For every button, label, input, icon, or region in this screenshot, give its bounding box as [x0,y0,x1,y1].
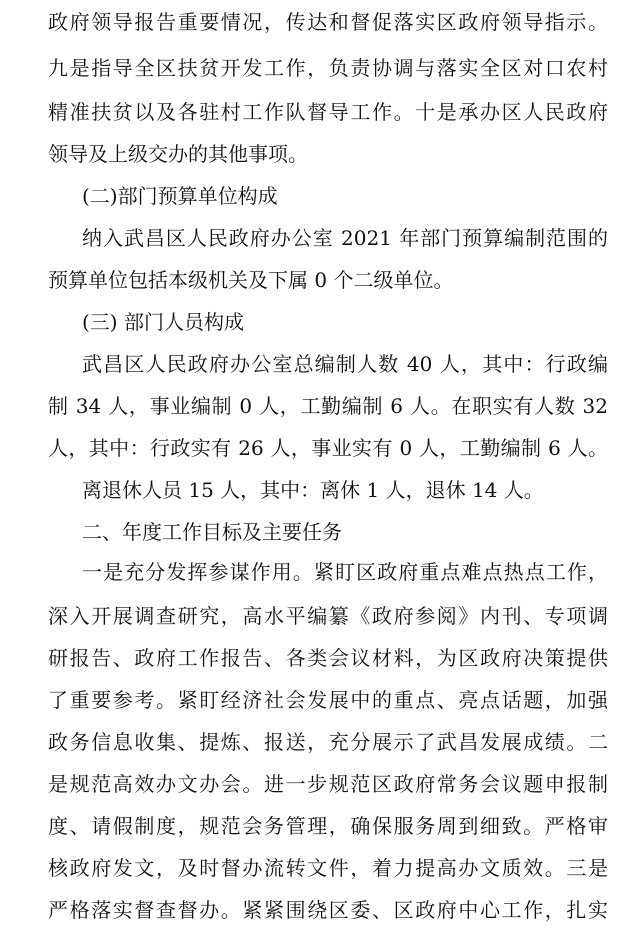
text-line: 离退休人员 15 人，其中：离休 1 人，退休 14 人。 [82,478,544,502]
text-line: 纳入武昌区人民政府办公室 2021 年部门预算编制范围的 [82,226,608,250]
section-heading: 二、年度工作目标及主要任务 [82,520,342,544]
section-heading: (二)部门预算单位构成 [82,184,278,208]
text-line: 政府领导报告重要情况，传达和督促落实区政府领导指示。 [48,10,608,34]
text-line: 精准扶贫以及各驻村工作队督导工作。十是承办区人民政府 [48,100,608,124]
text-line: 度、请假制度，规范会务管理，确保服务周到细致。严格审 [48,814,608,838]
text-line: 核政府发文，及时督办流转文件，着力提高办文质效。三是 [48,856,608,880]
text-line: 政务信息收集、提炼、报送，充分展示了武昌发展成绩。二 [48,730,608,754]
text-line: 严格落实督查督办。紧紧围绕区委、区政府中心工作，扎实 [48,898,608,922]
text-line: 深入开展调查研究，高水平编纂《政府参阅》内刊、专项调 [48,604,608,628]
text-line: 制 34 人，事业编制 0 人，工勤编制 6 人。在职实有人数 32 [48,394,608,418]
text-line: 是规范高效办文办会。进一步规范区政府常务会议题申报制 [48,772,608,796]
text-line: 了重要参考。紧盯经济社会发展中的重点、亮点话题，加强 [48,688,608,712]
text-line: 领导及上级交办的其他事项。 [48,142,308,166]
text-line: 预算单位包括本级机关及下属 0 个二级单位。 [48,268,454,292]
section-heading: (三) 部门人员构成 [82,310,244,334]
text-line: 武昌区人民政府办公室总编制人数 40 人，其中：行政编 [82,352,608,376]
text-line: 研报告、政府工作报告、各类会议材料，为区政府决策提供 [48,646,608,670]
text-line: 九是指导全区扶贫开发工作，负责协调与落实全区对口农村 [48,56,608,80]
text-line: 一是充分发挥参谋作用。紧盯区政府重点难点热点工作， [82,560,608,584]
text-line: 人，其中：行政实有 26 人，事业实有 0 人，工勤编制 6 人。 [48,436,608,460]
